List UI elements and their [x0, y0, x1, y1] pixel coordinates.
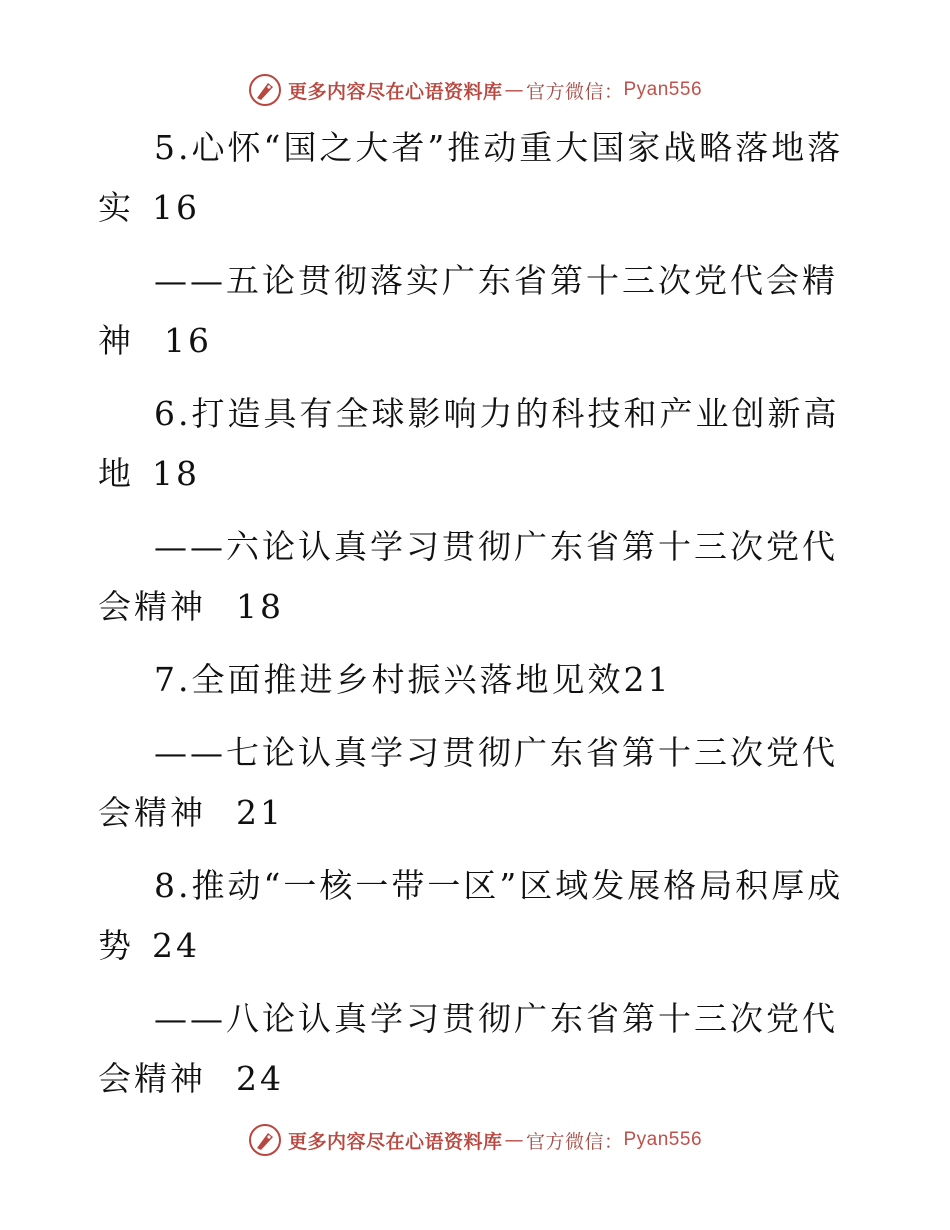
toc-entry-page: 21 — [623, 660, 672, 699]
toc-entry[interactable] — [98, 384, 858, 504]
toc-entry-title: 6.打造具有全球影响力的科技和产业创新高地 — [98, 394, 840, 493]
table-of-contents — [98, 118, 858, 1122]
toc-entry-page: 18 — [236, 587, 284, 626]
toc-entry-title: 7.全面推进乡村振兴落地见效 — [154, 660, 624, 699]
toc-entry[interactable] — [98, 650, 858, 710]
toc-entry-title: 5.心怀“国之大者”推动重大国家战略落地落实 — [98, 128, 844, 227]
toc-entry[interactable] — [98, 118, 858, 238]
watermark-main-text: 更多内容尽在心语资料库 — [287, 1130, 503, 1153]
toc-entry-page: 24 — [152, 926, 200, 965]
toc-entry[interactable] — [98, 723, 858, 843]
watermark-separator: — — [504, 79, 524, 101]
toc-entry-title: ——八论认真学习贯彻广东省第十三次党代会精神 — [98, 999, 838, 1098]
watermark-label: 官方微信： — [525, 80, 624, 103]
watermark-id: Pyan556 — [623, 1129, 703, 1150]
toc-entry-page: 24 — [236, 1059, 284, 1098]
toc-entry-title: 8.推动“一核一带一区”区域发展格局积厚成势 — [98, 866, 844, 965]
header-watermark — [0, 70, 950, 110]
toc-entry-page: 16 — [152, 188, 200, 227]
pen-nib-logo-icon — [248, 73, 282, 107]
toc-entry-page: 21 — [236, 793, 284, 832]
footer-watermark — [0, 1120, 950, 1160]
watermark-id: Pyan556 — [623, 79, 703, 100]
toc-entry[interactable] — [98, 251, 858, 371]
watermark-main-text: 更多内容尽在心语资料库 — [287, 80, 503, 103]
toc-entry[interactable] — [98, 989, 858, 1109]
toc-entry-page: 18 — [152, 454, 200, 493]
toc-entry-title: ——七论认真学习贯彻广东省第十三次党代会精神 — [98, 733, 838, 832]
watermark-label: 官方微信： — [525, 1130, 624, 1153]
toc-entry[interactable] — [98, 517, 858, 637]
toc-entry[interactable] — [98, 856, 858, 976]
toc-entry-title: ——五论贯彻落实广东省第十三次党代会精神 — [98, 261, 838, 360]
toc-entry-title: ——六论认真学习贯彻广东省第十三次党代会精神 — [98, 527, 838, 626]
pen-nib-logo-icon — [248, 1123, 282, 1157]
watermark-separator: — — [504, 1129, 524, 1151]
toc-entry-page: 16 — [164, 321, 212, 360]
